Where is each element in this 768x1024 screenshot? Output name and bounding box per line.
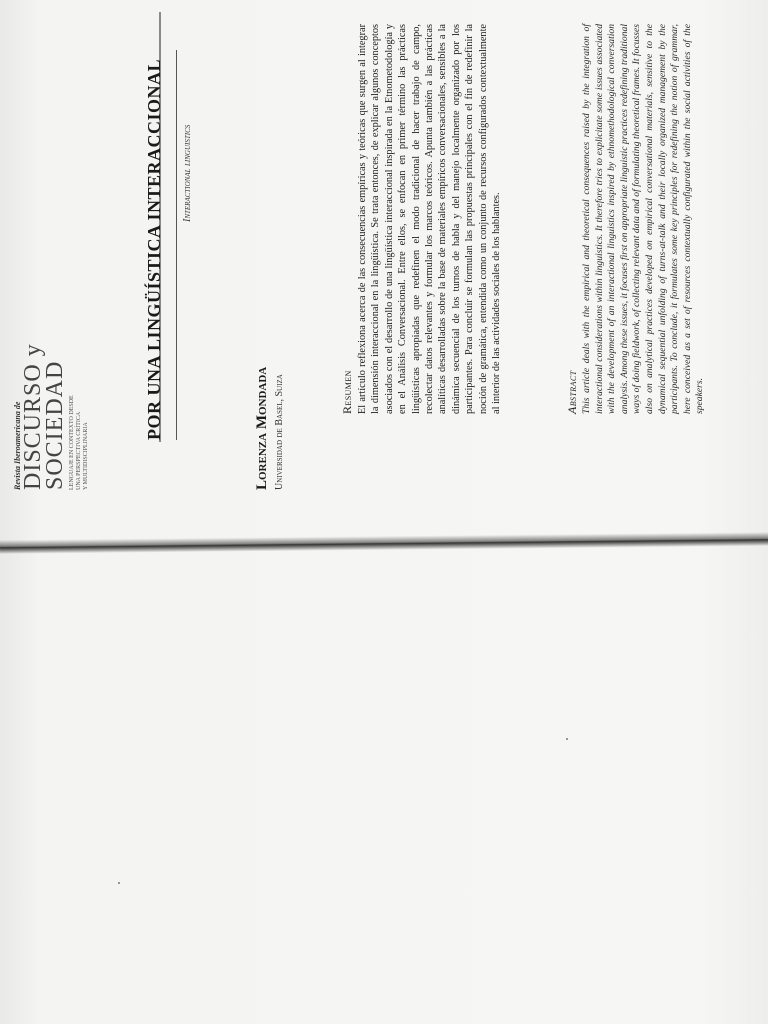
journal-name-line2: SOCIEDAD (42, 360, 68, 490)
journal-masthead (14, 330, 90, 490)
rotated-article-page (10, 22, 750, 1012)
journal-tagline-1: LENGUAJE EN CONTEXTO DESDE (69, 395, 75, 490)
journal-label: Revista Iberoamericana de (13, 401, 22, 490)
abstract-heading: Abstract (565, 370, 579, 414)
resumen-text: El artículo reflexiona acerca de las consecuencias empíricas y teóricas que surgen al integrar la dimensión interaccional en la lingüística. Se trata entonces, de explicar algunos conceptos asociados con el desarrollo de una lingüística interaccional inspirada en la Etnometodología y en el Análisis Conversacional. Entre ellos, se enfocan en primer término las prácticas lingüísticas apropiadas que redefinen el modo tradicional de hacer trabajo de campo, recolectar datos relevantes y formular los marcos teóricos. Apunta también a las prácticas analíticas desarrolladas sobre la base de materiales empíricos conversacionales, sensibles a la dinámica secuencial de los turnos de habla y del manejo localmente organizado por los participantes. Para concluir se formulan las propuestas principales con el fin de redefinir la noción de gramática, entendida como un conjunto de recursos configurados contextualmente al interior de las actividades sociales de los hablantes. (357, 24, 503, 414)
title-rule (176, 50, 177, 440)
journal-tagline-3: Y MULTIDISCIPLINARIA (83, 422, 89, 490)
journal-name-line1: DISCURSO y (20, 343, 46, 490)
article-subtitle: Interactional linguistics (182, 124, 193, 222)
abstract-text: This article deals with the empirical and theoretical consequences raised by the integration of interactional considerations within linguistics. It therefore tries to explicitate some issues associated with the development of an interactional linguistics inspired by ethnomethodological conversation analysis. Among these issues, it focuses first on appropriate linguistic practices redefining traditional ways of doing fieldwork, of collecting relevant data and of formulating theoretical frames. It focusses also on analytical practices developed on empirical conversational materials, sensitive to the dynamical sequential unfolding of turns-at-talk and their locally organized management by the participants. To conclude, it formulates some key principles for redefining the notion of grammar, here conceived as a set of resources contextually configurated within the social activities of the speakers. (581, 24, 706, 414)
article-title: POR UNA LINGÜÍSTICA INTERACCIONAL (144, 58, 164, 440)
author-name: Lorenza Mondada (254, 366, 270, 490)
abstract-section (565, 24, 707, 414)
journal-tagline-2: UNA PERSPECTIVA CRÍTICA (76, 411, 82, 490)
resumen-section (340, 24, 503, 414)
author-affiliation: Universidad de Basel, Suiza (274, 374, 285, 490)
resumen-heading: Resumen (340, 370, 354, 414)
